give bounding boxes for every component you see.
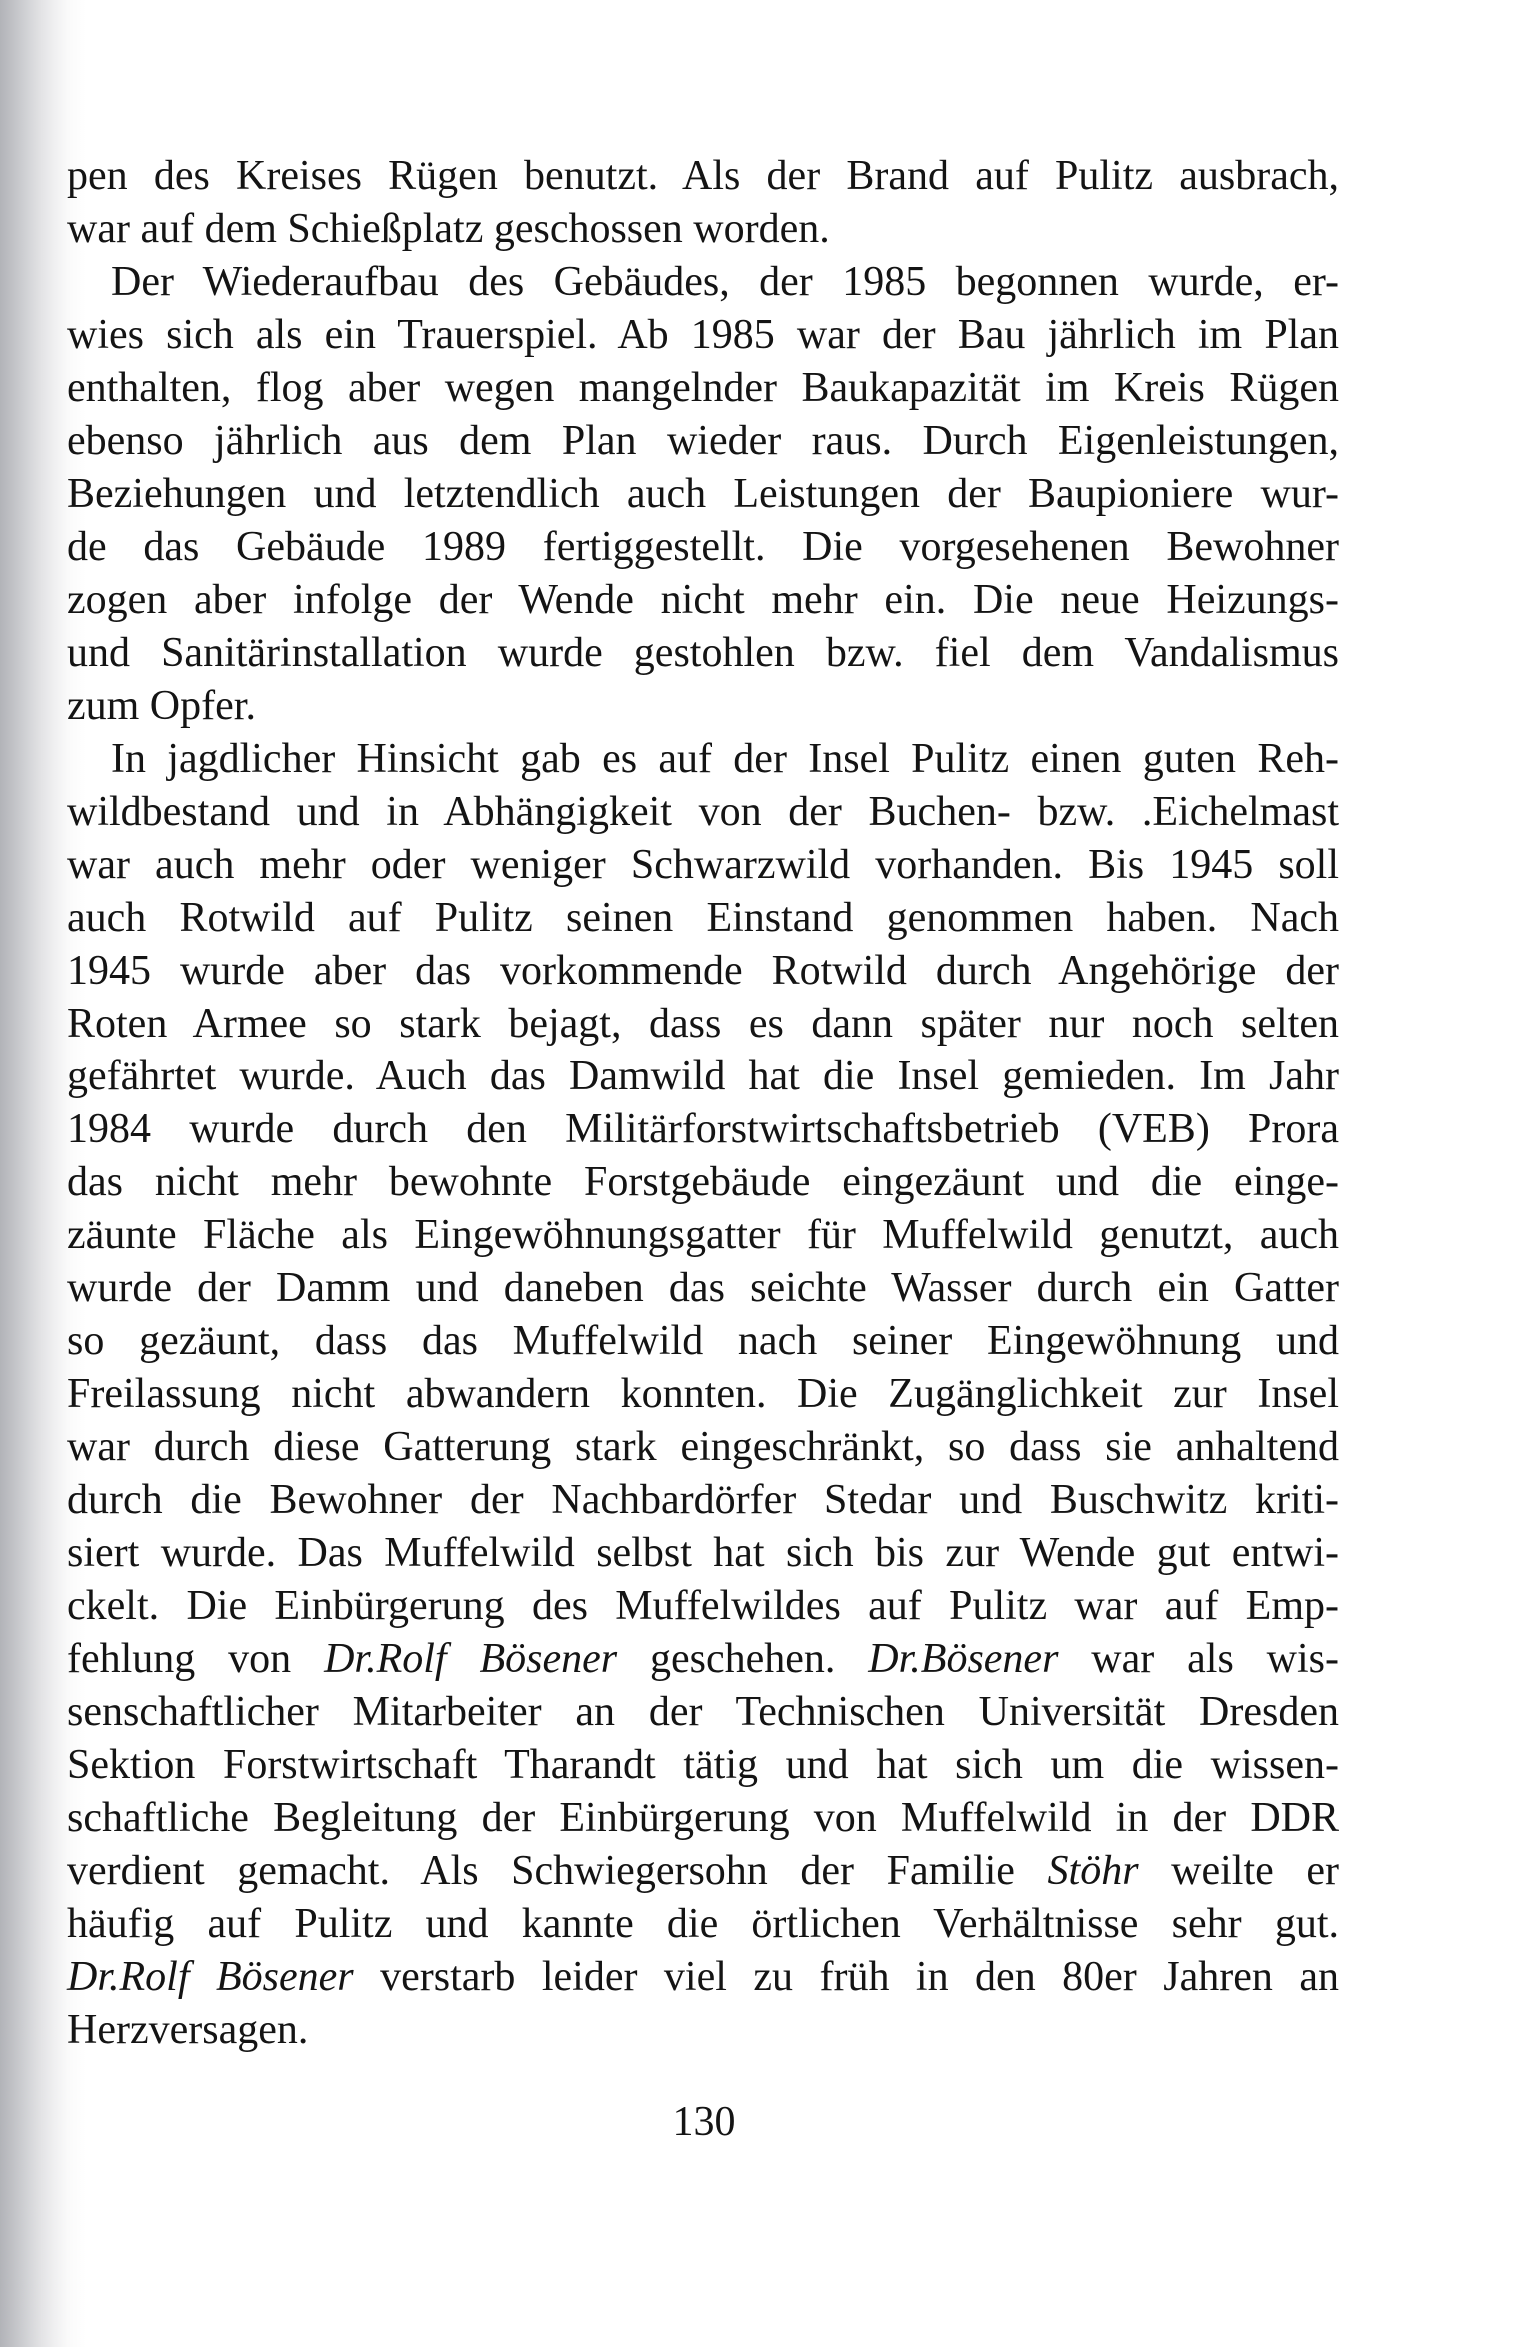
text-run: wildbestand und in Abhängigkeit von der Buchen- bzw. .Eichelmast bbox=[67, 788, 1339, 835]
text-line bbox=[67, 1421, 1339, 1474]
text-line bbox=[67, 415, 1339, 468]
text-run: schaftliche Begleitung der Einbürgerung von Muffelwild in der DDR bbox=[67, 1795, 1339, 1842]
text-line bbox=[67, 203, 1339, 256]
text-line bbox=[67, 839, 1339, 892]
italic-name: Dr.Rolf Bösener bbox=[324, 1636, 618, 1683]
text-line bbox=[67, 680, 1339, 733]
text-line-content bbox=[67, 1845, 1339, 1898]
text-run: pen des Kreises Rügen benutzt. Als der Brand auf Pulitz ausbrach, bbox=[67, 153, 1339, 199]
text-run: ckelt. Die Einbürgerung des Muffelwildes auf Pulitz war auf Emp- bbox=[67, 1583, 1339, 1630]
text-run: das nicht mehr bewohnte Forstgebäude eingezäunt und die einge- bbox=[67, 1159, 1339, 1206]
text-line bbox=[67, 1103, 1339, 1156]
text-run: ebenso jährlich aus dem Plan wieder raus. Durch Eigenleistungen, bbox=[67, 417, 1339, 464]
text-line bbox=[67, 1580, 1339, 1633]
text-run: geschehen. bbox=[617, 1636, 869, 1683]
text-line-content bbox=[67, 680, 1339, 733]
text-run: Herzversagen. bbox=[67, 2006, 309, 2053]
text-line bbox=[67, 468, 1339, 521]
text-line bbox=[67, 1368, 1339, 1421]
text-run: Freilassung nicht abwandern konnten. Die Zugänglichkeit zur Insel bbox=[67, 1371, 1339, 1418]
text-line bbox=[67, 309, 1339, 362]
text-line bbox=[67, 1474, 1339, 1527]
text-run: durch die Bewohner der Nachbardörfer Stedar und Buschwitz kriti- bbox=[67, 1477, 1339, 1524]
text-line bbox=[67, 1527, 1339, 1580]
text-line bbox=[67, 892, 1339, 945]
text-run: zäunte Fläche als Eingewöhnungsgatter für Muffelwild genutzt, auch bbox=[67, 1212, 1339, 1259]
text-line bbox=[67, 627, 1339, 680]
text-line-content bbox=[67, 998, 1339, 1051]
text-run: 1984 wurde durch den Militärforstwirtschaftsbetrieb (VEB) Prora bbox=[67, 1106, 1339, 1153]
text-run: Roten Armee so stark bejagt, dass es dann später nur noch selten bbox=[67, 1000, 1339, 1047]
italic-name: Stöhr bbox=[1047, 1848, 1139, 1894]
text-line bbox=[67, 150, 1339, 203]
italic-name: Dr.Bösener bbox=[868, 1636, 1059, 1683]
text-line bbox=[67, 1633, 1339, 1686]
text-run: zogen aber infolge der Wende nicht mehr ein. Die neue Heizungs- bbox=[67, 576, 1339, 623]
text-line-content bbox=[67, 1686, 1339, 1739]
text-line bbox=[67, 945, 1339, 998]
text-line-content bbox=[67, 1421, 1339, 1474]
text-line bbox=[67, 362, 1339, 415]
text-line-content bbox=[67, 1262, 1339, 1315]
text-line bbox=[67, 1951, 1339, 2004]
text-line bbox=[67, 1156, 1339, 1209]
text-line bbox=[67, 1739, 1339, 1792]
text-line-content bbox=[67, 1792, 1339, 1845]
text-run: war als wis- bbox=[1058, 1636, 1339, 1683]
text-line bbox=[67, 1898, 1339, 1951]
paragraph bbox=[67, 150, 1339, 256]
page-number bbox=[0, 2096, 1518, 2148]
text-run: war auch mehr oder weniger Schwarzwild vorhanden. Bis 1945 soll bbox=[67, 841, 1339, 888]
text-run: enthalten, flog aber wegen mangelnder Baukapazität im Kreis Rügen bbox=[67, 364, 1339, 411]
text-run: fehlung von bbox=[67, 1636, 325, 1683]
paragraph bbox=[67, 733, 1339, 2057]
text-line bbox=[67, 574, 1339, 627]
text-run: verstarb leider viel zu früh in den 80er Jahren an bbox=[353, 1953, 1339, 2000]
text-line-content bbox=[111, 256, 1339, 309]
text-run: auch Rotwild auf Pulitz seinen Einstand genommen haben. Nach bbox=[67, 894, 1339, 941]
text-line-content bbox=[67, 1474, 1339, 1527]
text-run: und Sanitärinstallation wurde gestohlen bzw. fiel dem Vandalismus bbox=[67, 629, 1339, 676]
text-line bbox=[67, 521, 1339, 574]
text-line-content bbox=[67, 521, 1339, 574]
text-line-content bbox=[111, 733, 1339, 786]
text-line-content bbox=[67, 2004, 1339, 2057]
text-line-content bbox=[67, 892, 1339, 945]
text-line-content bbox=[67, 839, 1339, 892]
text-line-content bbox=[67, 1315, 1339, 1368]
text-line bbox=[67, 1686, 1339, 1739]
text-line-content bbox=[67, 786, 1339, 839]
text-run: häufig auf Pulitz und kannte die örtlichen Verhältnisse sehr gut. bbox=[67, 1900, 1339, 1947]
text-line-content bbox=[67, 150, 1339, 203]
text-line-content bbox=[67, 468, 1339, 521]
text-line-content bbox=[67, 1050, 1339, 1103]
text-line bbox=[67, 1845, 1339, 1898]
text-line-content bbox=[67, 1951, 1339, 2004]
text-run: 1945 wurde aber das vorkommende Rotwild durch Angehörige der bbox=[67, 947, 1339, 994]
text-run: wies sich als ein Trauerspiel. Ab 1985 war der Bau jährlich im Plan bbox=[67, 311, 1339, 358]
text-line-content bbox=[67, 1209, 1339, 1262]
text-run: wurde der Damm und daneben das seichte Wasser durch ein Gatter bbox=[67, 1265, 1339, 1312]
text-line bbox=[67, 733, 1339, 786]
text-line-content bbox=[67, 1633, 1339, 1686]
text-run: Sektion Forstwirtschaft Tharandt tätig und hat sich um die wissen- bbox=[67, 1742, 1339, 1789]
text-run: so gezäunt, dass das Muffelwild nach seiner Eingewöhnung und bbox=[67, 1318, 1339, 1365]
text-run: de das Gebäude 1989 fertiggestellt. Die vorgesehenen Bewohner bbox=[67, 523, 1339, 570]
text-run: gefährtet wurde. Auch das Damwild hat die Insel gemieden. Im Jahr bbox=[67, 1053, 1339, 1100]
text-run: In jagdlicher Hinsicht gab es auf der Insel Pulitz einen guten Reh- bbox=[111, 735, 1339, 782]
text-line bbox=[67, 256, 1339, 309]
text-line-content bbox=[67, 1898, 1339, 1951]
text-line-content bbox=[67, 1739, 1339, 1792]
text-line-content bbox=[67, 627, 1339, 680]
text-run: siert wurde. Das Muffelwild selbst hat sich bis zur Wende gut entwi- bbox=[67, 1530, 1339, 1577]
text-line bbox=[67, 1315, 1339, 1368]
text-line-content bbox=[67, 1368, 1339, 1421]
text-line-content bbox=[67, 1156, 1339, 1209]
text-run: senschaftlicher Mitarbeiter an der Technischen Universität Dresden bbox=[67, 1689, 1339, 1736]
text-run: Beziehungen und letztendlich auch Leistungen der Baupioniere wur- bbox=[67, 470, 1339, 517]
text-run: weilte er bbox=[1138, 1848, 1339, 1894]
text-run: zum Opfer. bbox=[67, 682, 256, 729]
paragraph bbox=[67, 256, 1339, 733]
text-line bbox=[67, 2004, 1339, 2057]
text-line-content bbox=[67, 1527, 1339, 1580]
page-body-text bbox=[67, 150, 1339, 2057]
text-line bbox=[67, 1792, 1339, 1845]
text-line-content bbox=[67, 415, 1339, 468]
text-line-content bbox=[67, 574, 1339, 627]
text-line-content bbox=[67, 1103, 1339, 1156]
text-run: Der Wiederaufbau des Gebäudes, der 1985 begonnen wurde, er- bbox=[111, 258, 1339, 305]
italic-name: Dr.Rolf Bösener bbox=[67, 1953, 354, 2000]
text-line-content bbox=[67, 1580, 1339, 1633]
text-line bbox=[67, 1209, 1339, 1262]
text-line bbox=[67, 998, 1339, 1051]
text-line-content bbox=[67, 945, 1339, 998]
text-line bbox=[67, 1262, 1339, 1315]
text-run: war durch diese Gatterung stark eingeschränkt, so dass sie anhaltend bbox=[67, 1424, 1339, 1471]
text-line bbox=[67, 1050, 1339, 1103]
text-line-content bbox=[67, 362, 1339, 415]
text-line bbox=[67, 786, 1339, 839]
text-run: verdient gemacht. Als Schwiegersohn der Familie bbox=[67, 1848, 1048, 1894]
text-line-content bbox=[67, 203, 1339, 256]
text-line-content bbox=[67, 309, 1339, 362]
text-run: war auf dem Schießplatz geschossen worden. bbox=[67, 205, 830, 252]
page-number-label: 130 bbox=[672, 2099, 736, 2145]
